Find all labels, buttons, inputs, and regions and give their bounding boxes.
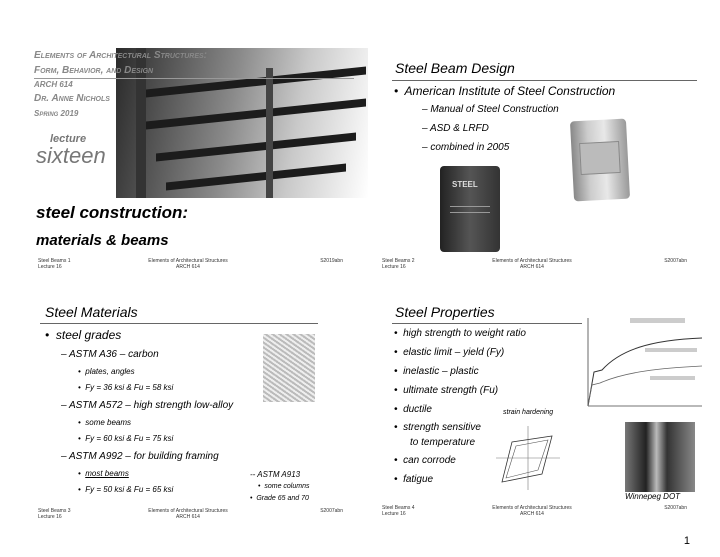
footer-left: Steel Beams 3 Lecture 16 bbox=[38, 508, 71, 520]
bullet-steel-grades: • steel grades bbox=[45, 328, 122, 342]
steel-manual-book-image bbox=[440, 166, 500, 252]
astm-a572: – ASTM A572 – high strength low-alloy bbox=[61, 400, 234, 411]
sub-bullet-asd-lrfd: – ASD & LRFD bbox=[422, 123, 489, 134]
header-divider bbox=[34, 78, 354, 79]
a36-item-1: • plates, angles bbox=[78, 367, 135, 376]
winnipeg-dot-photo bbox=[625, 422, 695, 492]
property-inelastic: • inelastic – plastic bbox=[394, 366, 479, 377]
hysteresis-loop bbox=[506, 440, 548, 478]
hysteresis-loop bbox=[502, 436, 552, 482]
a913-item-1: • some columns bbox=[258, 483, 310, 490]
book-line bbox=[450, 206, 490, 207]
steel-manual-combined-image bbox=[570, 119, 630, 202]
property-corrode: • can corrode bbox=[394, 455, 456, 466]
lecture-title-line1: steel construction: bbox=[36, 203, 189, 222]
property-temperature: • strength sensitive bbox=[394, 422, 481, 433]
a992-item-2: • Fy = 50 ksi & Fu = 65 ksi bbox=[78, 485, 174, 494]
photo-column bbox=[266, 68, 273, 198]
footer-left: Steel Beams 2 Lecture 16 bbox=[382, 258, 415, 270]
title-rule bbox=[40, 323, 318, 324]
property-strength-ratio: • high strength to weight ratio bbox=[394, 328, 526, 339]
sub-bullet-manual: – Manual of Steel Construction bbox=[422, 104, 559, 115]
footer-center: Elements of Architectural Structures ARCH 614 bbox=[148, 508, 228, 520]
stress-strain-graph bbox=[570, 310, 708, 430]
stress-strain-curve bbox=[588, 366, 702, 406]
property-elastic-limit: • elastic limit – yield (Fy) bbox=[394, 347, 505, 358]
photo-beam bbox=[156, 132, 356, 161]
page-number: 1 bbox=[683, 535, 690, 547]
hysteresis-graph bbox=[492, 422, 562, 494]
footer-center: Elements of Architectural Structures ARCH 614 bbox=[492, 258, 572, 270]
property-temperature-cont: to temperature bbox=[410, 437, 476, 448]
graph-annotation bbox=[630, 318, 685, 323]
photo-beam bbox=[146, 66, 366, 97]
footer-right: S2019abn bbox=[320, 258, 343, 264]
footer-left: Steel Beams 1 Lecture 16 bbox=[38, 258, 71, 270]
slide-title: Steel Materials bbox=[45, 304, 138, 320]
course-number: ARCH 614 bbox=[34, 80, 73, 89]
slide-1-title bbox=[28, 8, 368, 270]
photo-beam bbox=[146, 98, 366, 129]
footer-center: Elements of Architectural Structures ARCH 614 bbox=[492, 505, 572, 517]
course-header-line1: Elements of Architectural Structures: bbox=[34, 50, 208, 61]
instructor: Dr. Anne Nichols bbox=[34, 93, 110, 104]
steel-microstructure-image bbox=[263, 334, 315, 402]
photo-beam bbox=[166, 164, 346, 191]
book-line bbox=[450, 212, 490, 213]
steel-frame-photo bbox=[116, 48, 368, 198]
a572-item-2: • Fy = 60 ksi & Fu = 75 ksi bbox=[78, 434, 174, 443]
graph-annotation bbox=[645, 348, 697, 352]
astm-a992: – ASTM A992 – for building framing bbox=[61, 451, 219, 462]
book-label: STEEL bbox=[452, 180, 478, 189]
a992-item-1: • most beams bbox=[78, 469, 129, 478]
a36-item-2: • Fy = 36 ksi & Fu = 58 ksi bbox=[78, 383, 174, 392]
slide-4-steel-properties bbox=[372, 292, 712, 554]
property-fatigue: • fatigue bbox=[394, 474, 434, 485]
bullet-aisc: • American Institute of Steel Construction bbox=[394, 84, 616, 98]
slide-title: Steel Beam Design bbox=[395, 60, 515, 76]
footer-right: S2007abn bbox=[664, 258, 687, 264]
course-header-line2: Form, Behavior, and Design bbox=[34, 65, 154, 76]
property-ductile: • ductile bbox=[394, 404, 432, 415]
property-ultimate-strength: • ultimate strength (Fu) bbox=[394, 385, 499, 396]
a913-item-2: • Grade 65 and 70 bbox=[250, 495, 309, 502]
term: Spring 2019 bbox=[34, 109, 79, 118]
title-rule bbox=[392, 80, 697, 81]
footer-center: Elements of Architectural Structures ARCH 614 bbox=[148, 258, 228, 270]
footer-right: S2007abn bbox=[664, 505, 687, 511]
slide-3-steel-materials bbox=[28, 292, 368, 554]
slide-2-steel-beam-design bbox=[372, 8, 712, 270]
astm-a36: – ASTM A36 – carbon bbox=[61, 349, 159, 360]
slide-title: Steel Properties bbox=[395, 304, 495, 320]
footer-right: S2007abn bbox=[320, 508, 343, 514]
footer-left: Steel Beams 4 Lecture 16 bbox=[382, 505, 415, 517]
strain-hardening-label: strain hardening bbox=[503, 409, 554, 416]
lecture-label: lecture bbox=[50, 133, 87, 145]
book-cover-panel bbox=[579, 141, 621, 175]
graph-annotation bbox=[650, 376, 695, 380]
sub-bullet-combined: – combined in 2005 bbox=[422, 142, 510, 153]
photo-caption: Winnepeg DOT bbox=[625, 492, 681, 501]
lecture-title-line2: materials & beams bbox=[36, 232, 169, 249]
a572-item-1: • some beams bbox=[78, 418, 132, 427]
lecture-number: sixteen bbox=[36, 143, 106, 168]
title-rule bbox=[392, 323, 582, 324]
astm-a913: -- ASTM A913 bbox=[250, 470, 301, 479]
